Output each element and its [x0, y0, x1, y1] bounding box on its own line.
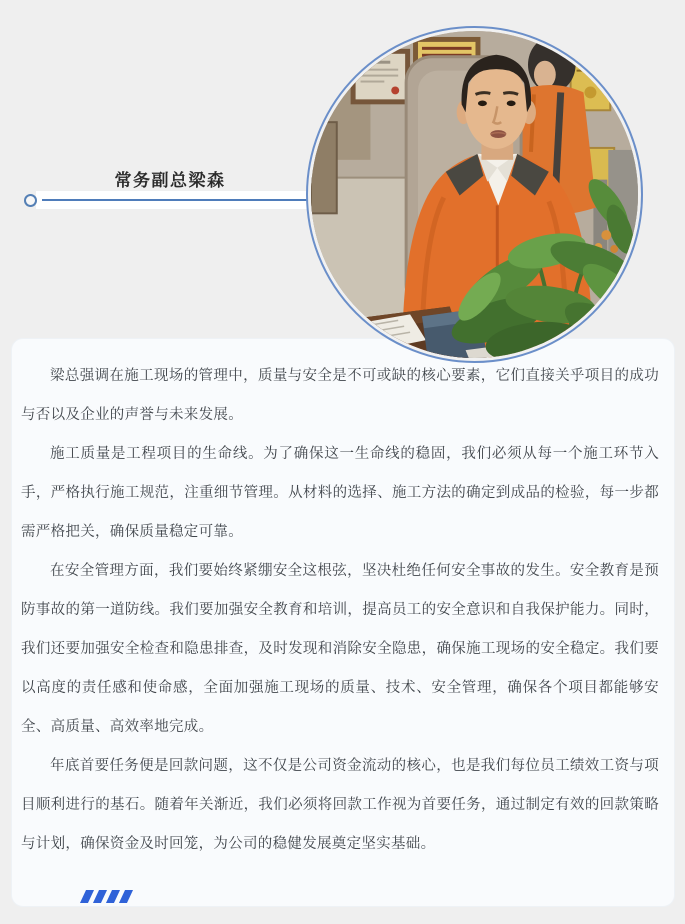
article-paragraph: 梁总强调在施工现场的管理中，质量与安全是不可或缺的核心要素，它们直接关乎项目的成功与否以及企业的声誉与未来发展。: [21, 368, 659, 423]
article-body: [21, 357, 659, 864]
slash-icon: [119, 890, 133, 903]
slash-icon: [93, 890, 107, 903]
portrait-photo-clip: [311, 31, 638, 358]
portrait-photo-illustration: [311, 31, 638, 358]
decor-slashes-icon: [83, 890, 130, 903]
slash-icon: [80, 890, 94, 903]
slash-icon: [106, 890, 120, 903]
title-divider-dot-icon: [24, 194, 37, 207]
article-paragraph: 在安全管理方面，我们要始终紧绷安全这根弦，坚决杜绝任何安全事故的发生。安全教育是预防事故的第一道防线。我们要加强安全教育和培训，提高员工的安全意识和自我保护能力。同时，我们还要加强安全检查和隐患排查，及时发现和消除安全隐患，确保施工现场的安全稳定。我们要以高度的责任感和使命感，全面加强施工现场的质量、技术、安全管理，确保各个项目都能够安全、高质量、高效率地完成。: [21, 563, 659, 735]
article-paragraph: 施工质量是工程项目的生命线。为了确保这一生命线的稳固，我们必须从每一个施工环节入手，严格执行施工规范，注重细节管理。从材料的选择、施工方法的确定到成品的检验，每一步都需严格把关，确保质量稳定可靠。: [21, 446, 659, 540]
portrait-photo: [306, 26, 643, 363]
title-divider-line: [42, 199, 310, 201]
article-card: [11, 338, 675, 907]
article-paragraph: 年底首要任务便是回款问题，这不仅是公司资金流动的核心，也是我们每位员工绩效工资与项目顺利进行的基石。随着年关渐近，我们必须将回款工作视为首要任务，通过制定有效的回款策略与计划，确保资金及时回笼，为公司的稳健发展奠定坚实基础。: [21, 758, 659, 852]
page-title: 常务副总梁森: [114, 171, 226, 190]
